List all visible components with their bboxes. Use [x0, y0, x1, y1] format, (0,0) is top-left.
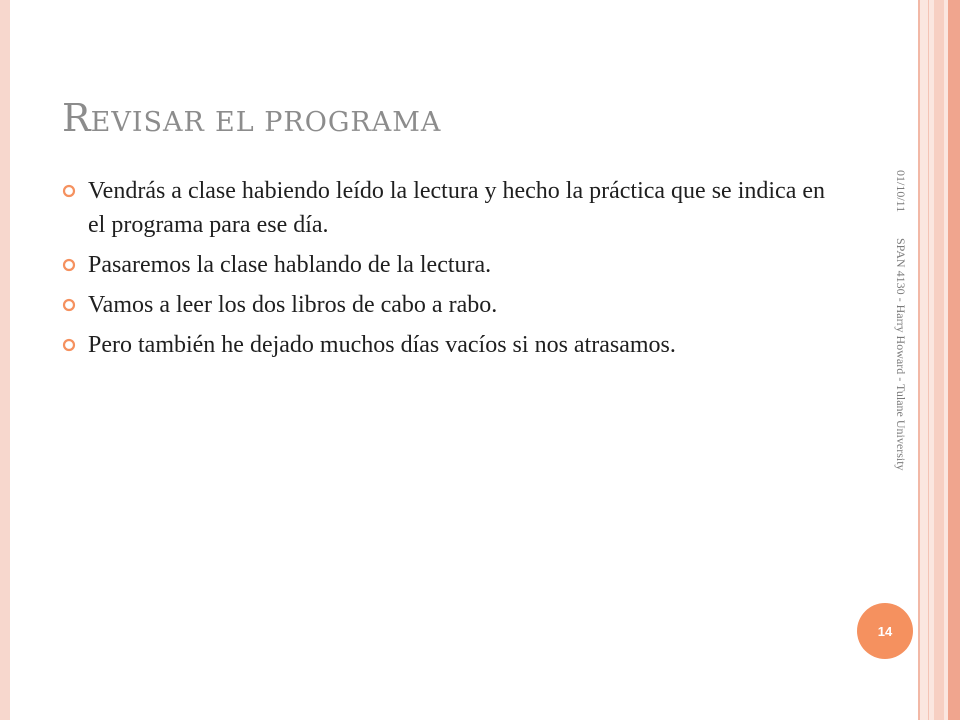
list-item	[62, 174, 842, 242]
right-stripe	[934, 0, 944, 720]
slide-date: 01/10/11	[894, 170, 908, 213]
list-item	[62, 288, 842, 322]
bullet-text: Vamos a leer los dos libros de cabo a rabo.	[88, 292, 498, 318]
bullet-text: Pasaremos la clase hablando de la lectura.	[88, 252, 492, 278]
right-stripe	[918, 0, 920, 720]
left-border-decoration	[0, 0, 10, 720]
list-item	[62, 248, 842, 282]
right-stripe	[948, 0, 960, 720]
slide-title	[62, 96, 441, 140]
bullet-text: Pero también he dejado muchos días vacíos si nos atrasamos.	[88, 332, 676, 358]
bullet-text: Vendrás a clase habiendo leído la lectura y hecho la práctica que se indica en el programa para ese día.	[88, 178, 825, 238]
page-number-badge: 14	[857, 603, 913, 659]
slide-footer: SPAN 4130 - Harry Howard - Tulane University	[894, 238, 908, 471]
bullet-icon	[62, 258, 76, 272]
title-initial: R	[62, 96, 91, 140]
bullet-icon	[62, 184, 76, 198]
right-stripe	[928, 0, 929, 720]
title-rest-word: EVISAR	[90, 107, 205, 138]
list-item	[62, 328, 842, 362]
bullet-list	[62, 174, 842, 368]
title-rest: EL PROGRAMA	[215, 107, 442, 138]
bullet-icon	[62, 298, 76, 312]
bullet-icon	[62, 338, 76, 352]
